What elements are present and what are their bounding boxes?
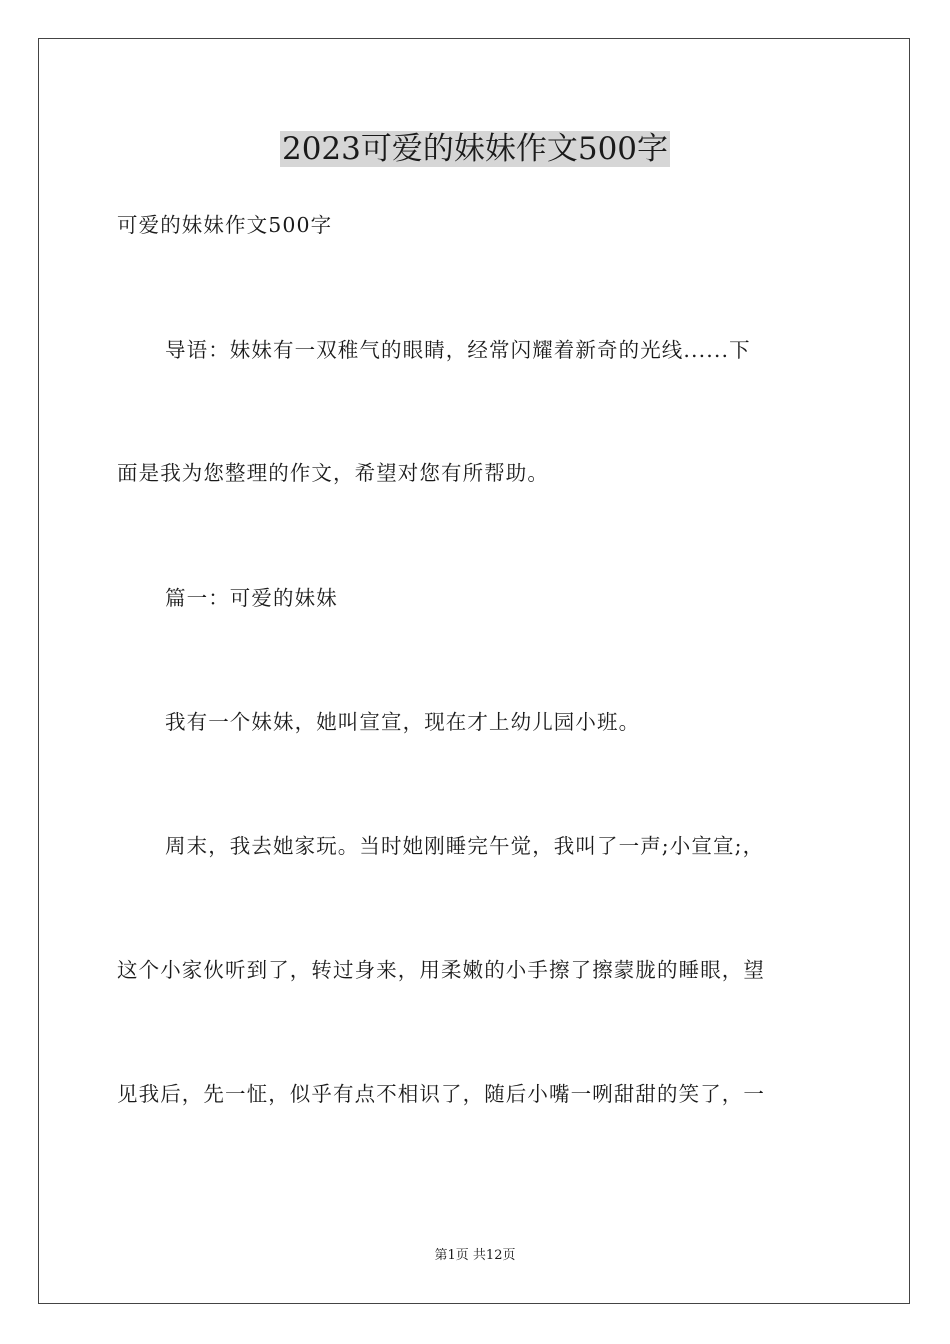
page-footer: 第1页 共12页 xyxy=(434,1248,516,1263)
paragraph-line: 导语：妹妹有一双稚气的眼睛，经常闪耀着新奇的光线......下 xyxy=(165,338,751,362)
paragraph-line: 见我后，先一怔，似乎有点不相识了，随后小嘴一咧甜甜的笑了，一 xyxy=(117,1082,765,1106)
document-title-text: 2023可爱的妹妹作文500字 xyxy=(281,131,669,167)
document-subtitle: 可爱的妹妹作文500字 xyxy=(117,213,333,237)
paragraph-line: 这个小家伙听到了，转过身来，用柔嫩的小手擦了擦蒙胧的睡眼，望 xyxy=(117,958,765,982)
paragraph-line: 我有一个妹妹，她叫宣宣，现在才上幼儿园小班。 xyxy=(165,710,641,734)
paragraph-line: 面是我为您整理的作文，希望对您有所帮助。 xyxy=(117,461,549,485)
paragraph-line: 周末，我去她家玩。当时她刚睡完午觉，我叫了一声;小宣宣;， xyxy=(165,834,765,858)
section-heading: 篇一：可爱的妹妹 xyxy=(165,586,338,610)
document-title xyxy=(0,128,950,170)
